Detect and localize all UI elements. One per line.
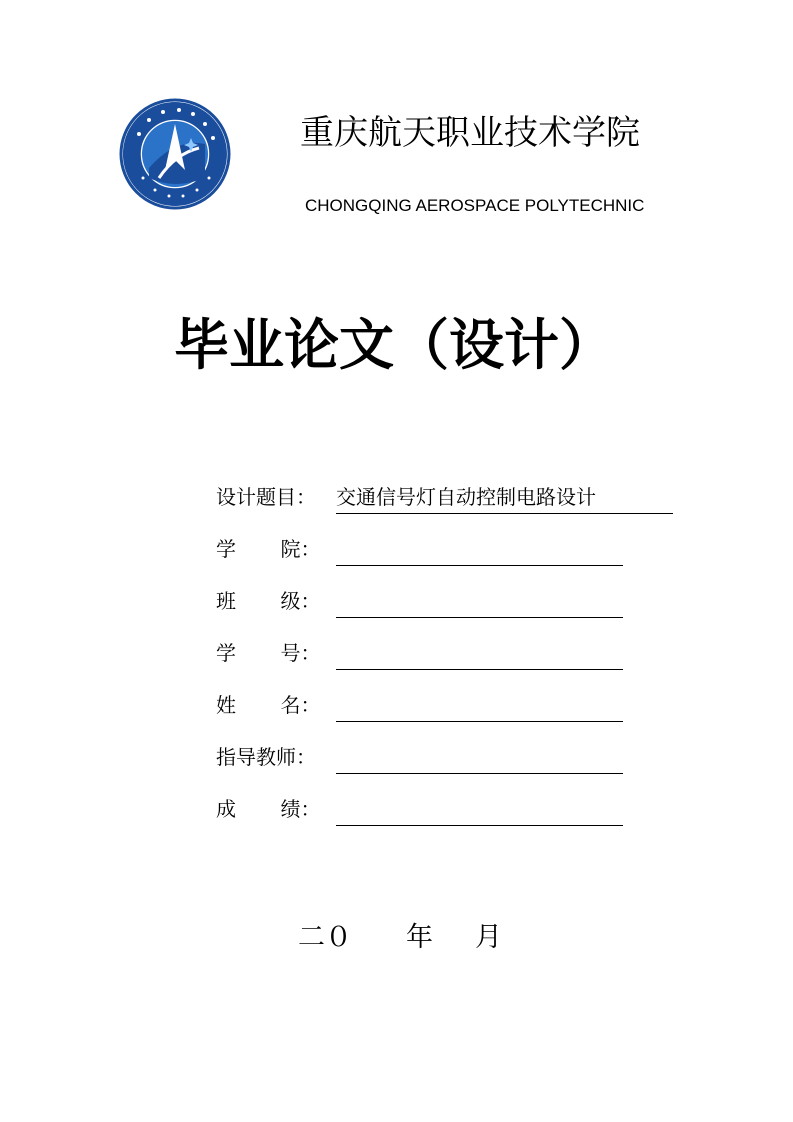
field-row-advisor: [216, 738, 686, 774]
field-row-topic: [216, 478, 686, 514]
field-value-topic: 交通信号灯自动控制电路设计: [336, 485, 596, 509]
field-row-college: [216, 530, 686, 566]
field-label-topic: 设计题目：: [216, 485, 316, 509]
field-line-advisor[interactable]: [336, 747, 623, 774]
field-line-topic[interactable]: [336, 487, 673, 514]
date-year-prefix: 二０: [298, 922, 352, 953]
school-emblem-icon: [119, 98, 231, 210]
field-line-student-id[interactable]: [336, 643, 623, 670]
field-line-name[interactable]: [336, 695, 623, 722]
field-line-grade[interactable]: [336, 799, 623, 826]
date-year-label: 年: [406, 922, 433, 953]
field-line-class[interactable]: [336, 591, 623, 618]
field-label-college: 学 院：: [216, 537, 321, 561]
cover-date: [298, 918, 502, 958]
field-label-advisor: 指导教师：: [216, 745, 316, 769]
school-name-cn: 重庆航天职业技术学院: [300, 113, 640, 153]
field-label-grade: 成 绩：: [216, 797, 321, 821]
field-line-college[interactable]: [336, 539, 623, 566]
field-row-class: [216, 582, 686, 618]
date-month-label: 月: [475, 922, 502, 953]
field-row-grade: [216, 790, 686, 826]
page-title: 毕业论文（设计）: [174, 313, 615, 377]
field-label-class: 班 级：: [216, 589, 321, 613]
field-label-student-id: 学 号：: [216, 641, 321, 665]
field-row-student-id: [216, 634, 686, 670]
field-row-name: [216, 686, 686, 722]
field-label-name: 姓 名：: [216, 693, 321, 717]
school-name-en: CHONGQING AEROSPACE POLYTECHNIC: [305, 196, 645, 215]
